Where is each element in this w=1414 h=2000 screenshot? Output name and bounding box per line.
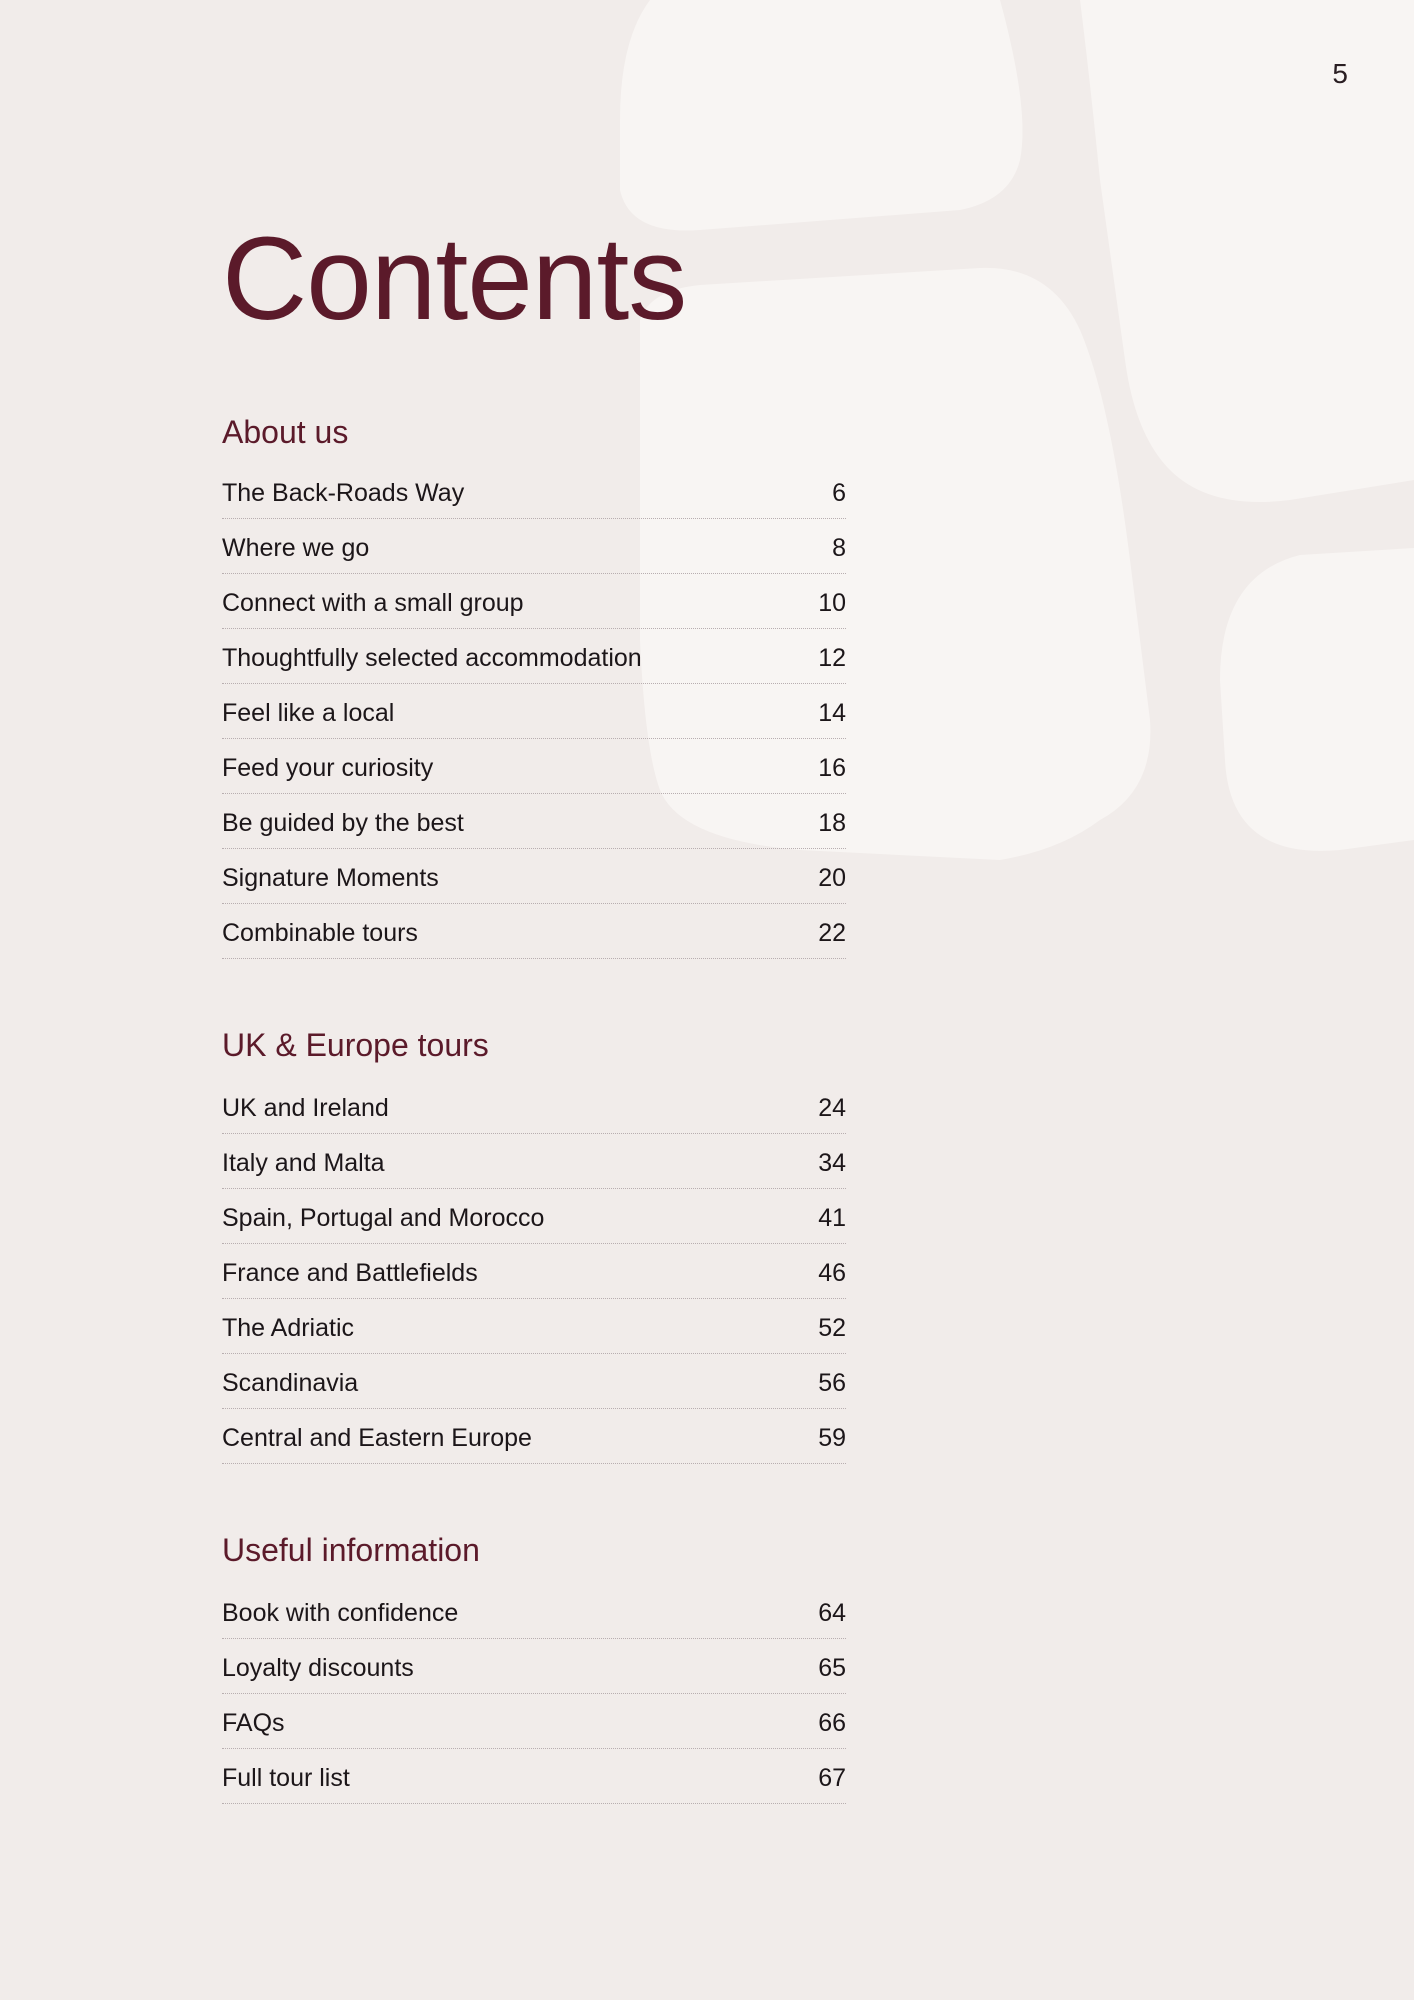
toc-entry-page: 65: [818, 1653, 846, 1682]
toc-entry-label: Italy and Malta: [222, 1148, 385, 1177]
toc-list: [222, 464, 846, 959]
toc-entry[interactable]: [222, 904, 846, 959]
toc-entry[interactable]: [222, 1354, 846, 1409]
toc-list: [222, 1584, 846, 1804]
toc-entry-page: 8: [832, 533, 846, 562]
section-heading: Useful information: [222, 1532, 480, 1568]
toc-entry-label: Where we go: [222, 533, 370, 562]
toc-entry-label: Full tour list: [222, 1763, 350, 1792]
toc-entry-label: Signature Moments: [222, 863, 439, 892]
decor-shape-right-lower: [1220, 548, 1414, 851]
toc-entry[interactable]: [222, 1639, 846, 1694]
toc-entry[interactable]: [222, 464, 846, 519]
toc-entry-label: Book with confidence: [222, 1598, 459, 1627]
toc-entry-page: 6: [832, 478, 846, 507]
toc-entry-page: 52: [818, 1313, 846, 1342]
toc-entry-label: Scandinavia: [222, 1368, 359, 1397]
toc-list: [222, 1079, 846, 1464]
toc-entry[interactable]: [222, 739, 846, 794]
toc-entry-page: 10: [818, 588, 846, 617]
section-heading: About us: [222, 414, 349, 450]
toc-entry[interactable]: [222, 1079, 846, 1134]
section-uk-europe-tours: [222, 1029, 846, 1464]
toc-entry-page: 59: [818, 1423, 846, 1452]
toc-entry[interactable]: [222, 684, 846, 739]
toc-entry-page: 14: [818, 698, 846, 727]
toc-entry[interactable]: [222, 519, 846, 574]
toc-entry-label: Loyalty discounts: [222, 1653, 414, 1682]
toc-entry-page: 66: [818, 1708, 846, 1737]
toc-entry[interactable]: [222, 1189, 846, 1244]
toc-entry-page: 34: [818, 1148, 846, 1177]
toc-entry-label: The Adriatic: [222, 1313, 355, 1342]
toc-entry[interactable]: [222, 1299, 846, 1354]
toc-entry-label: Thoughtfully selected accommodation: [222, 643, 642, 672]
decor-shape-top: [620, 0, 1023, 231]
toc-entry-label: Spain, Portugal and Morocco: [222, 1203, 545, 1232]
toc-entry-page: 12: [818, 643, 846, 672]
section-heading: UK & Europe tours: [222, 1027, 489, 1063]
toc-entry-page: 56: [818, 1368, 846, 1397]
toc-entry-label: UK and Ireland: [222, 1093, 389, 1122]
section-about-us: [222, 416, 846, 959]
toc-entry-page: 18: [818, 808, 846, 837]
contents-page: [222, 213, 846, 1804]
toc-entry-label: France and Battlefields: [222, 1258, 478, 1287]
toc-entry-page: 64: [818, 1598, 846, 1627]
toc-entry[interactable]: [222, 574, 846, 629]
toc-entry[interactable]: [222, 1694, 846, 1749]
toc-entry-label: Central and Eastern Europe: [222, 1423, 532, 1452]
toc-entry[interactable]: [222, 849, 846, 904]
page-number: 5: [1332, 58, 1348, 89]
toc-entry[interactable]: [222, 629, 846, 684]
toc-entry[interactable]: [222, 1584, 846, 1639]
toc-entry[interactable]: [222, 794, 846, 849]
toc-entry-page: 16: [818, 753, 846, 782]
toc-entry-page: 22: [818, 918, 846, 947]
toc-entry-label: Feed your curiosity: [222, 753, 434, 782]
toc-entry[interactable]: [222, 1244, 846, 1299]
toc-entry-label: Be guided by the best: [222, 808, 464, 837]
toc-entry-page: 20: [818, 863, 846, 892]
page-title: Contents: [222, 213, 687, 345]
toc-entry-page: 67: [818, 1763, 846, 1792]
toc-entry-label: Combinable tours: [222, 918, 418, 947]
toc-entry-label: Feel like a local: [222, 698, 395, 727]
toc-entry-page: 41: [818, 1203, 846, 1232]
toc-entry[interactable]: [222, 1409, 846, 1464]
toc-entry[interactable]: [222, 1134, 846, 1189]
toc-entry[interactable]: [222, 1749, 846, 1804]
toc-entry-label: The Back-Roads Way: [222, 478, 465, 507]
toc-entry-label: FAQs: [222, 1708, 285, 1737]
toc-entry-page: 46: [818, 1258, 846, 1287]
decor-shape-right: [1080, 0, 1414, 502]
toc-entry-page: 24: [818, 1093, 846, 1122]
section-useful-information: [222, 1534, 846, 1804]
toc-entry-label: Connect with a small group: [222, 588, 524, 617]
